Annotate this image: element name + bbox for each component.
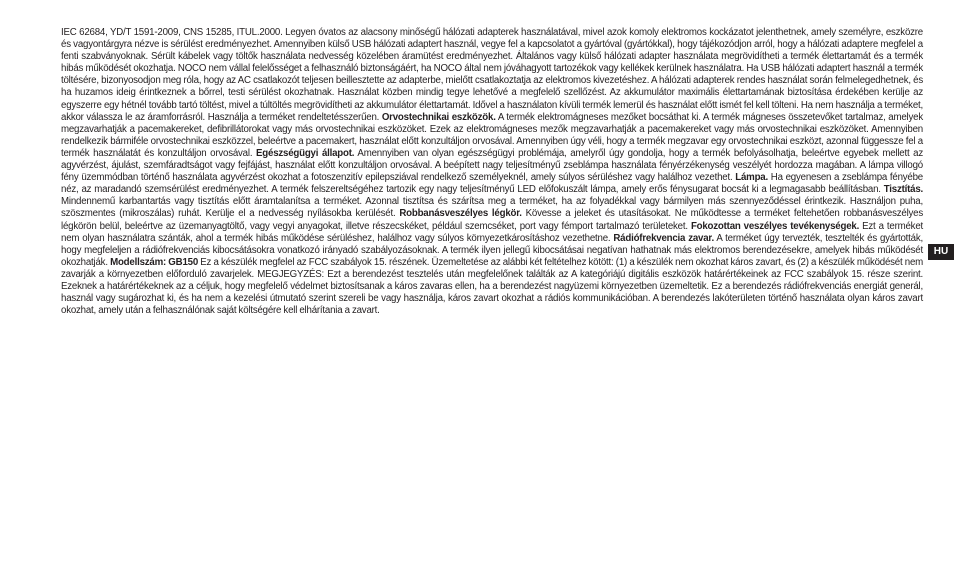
heading-model-number: Modellszám: GB150 xyxy=(110,256,199,268)
text-segment: Mindennemű karbantartás vagy tisztítás előtt áramtalanítsa a terméket. Azonnal tisztítsa és szárítsa meg a terméket, ha az folyadékkal vagy bármilyen más szennyeződéssel érintkezik. Használjon puha, szöszmentes (mikroszálas) ruhát. Kerülje el a nedvesség nyílásokba kerülését. xyxy=(61,196,923,220)
heading-high-risk-activities: Fokozottan veszélyes tevékenységek. xyxy=(690,220,860,232)
text-segment: Ha egyenesen a zseblámpa fényébe néz, az maradandó szemsérülést eredményezhet. A termék felszereltségéhez tartozik egy nagy teljesítményű LED előfokuszált lámpa, amely erős fénysugarat bocsát ki a legmagasabb beállításban. xyxy=(61,172,923,196)
text-segment: IEC 62684, YD/T 1591-2009, CNS 15285, ITUL.2000. Legyen óvatos az alacsony minőségű hálózati adapterek használatával, mivel azok komoly elektromos kockázatot jelenthetnek, amely személyre, eszközre és vagyontárgyra nézve is sérülést eredményezhet. Amennyiben külső USB hálózati adaptert használ, vegye fel a kapcsolatot a gyártóval (gyártókkal), hogy tájékozódjon arról, hogy a hálózati adaptere megfelel a fenti szabványoknak. Sérült kábelek vagy töltők használata nedvesség közelében áramütést eredményezhet. Általános vagy külső hálózati adapter használata megrövidítheti a termék élettartamát és a termék hibás működését okozhatja. NOCO nem vállal felelősséget a felhasználó biztonságáért, ha NOCO által nem jóváhagyott tartozékok vagy kellékek kerülnek használatra. Ha USB hálózati adaptert használ a termék töltésére, bizonyosodjon meg róla, hogy az AC csatlakozót teljesen beillesztette az adapterbe, mielőtt csatlakoztatja az elektromos kivezetéshez. A hálózati adapterek rendes használat során felmelegedhetnek, és ha huzamos ideig érintkeznek a bőrrel, testi sérülést okozhatnak. Használat közben mindig tegye lehetővé a megfelelő szellőzést. Az akkumulátor maximális élettartamának biztosítása érdekében kerülje az egyszerre egy hétnél tovább tartó töltést, mivel a túltöltés megrövidítheti az akkumulátor élettartamát. Idővel a használaton kívüli termék lemerül és használat előtt ismét fel kell tölteni. Ha nem használja a terméket, akkor válassza le az áramforrásról. Használja a terméket rendeltetésszerűen. xyxy=(61,27,923,123)
text-segment: A termék elektromágneses mezőket bocsáthat ki. A termék mágneses összetevőket tartalmaz, amelyek megzavarhatják a pacemakereket, defibrillátorokat vagy más orvostechnikai eszközöket. Ezek az elektromágneses mezők megzavarhatják a pacemakereket vagy más orvostechnikai eszközöket. Amennyiben rendelkezik bármiféle orvostechnikai eszközzel, beleértve a pacemakert, használat előtt konzultáljon orvosával. Amennyiben úgy véli, hogy a termék megzavar egy orvostechnikai eszközt, azonnal függessze fel a termék használatát és konzultáljon orvosával. xyxy=(61,111,923,159)
text-segment: A terméket úgy tervezték, tesztelték és gyártották, hogy megfeleljen a rádiófrekvenciás kibocsátásokra vonatkozó irányadó szabályozásoknak. A termék ilyen jellegű kibocsátásai negatívan hathatnak más elektromos berendezésekre, amelyek hibás működését okozhatják. xyxy=(61,232,923,268)
heading-cleaning: Tisztítás. xyxy=(883,184,923,196)
language-tab: HU xyxy=(928,244,954,260)
heading-medical-devices: Orvostechnikai eszközök. xyxy=(381,111,496,123)
text-segment: Kövesse a jeleket és utasításokat. Ne működtesse a terméket feltehetően robbanásveszélyes légkörön belül, beleértve az üzemanyagtöltő, vagy vegyi anyagokat, illetve részecskéket, például szemcséket, port vagy fémport tartalmazó területeket. xyxy=(61,208,924,232)
heading-radio-interference: Rádiófrekvencia zavar. xyxy=(613,232,714,244)
heading-explosive-atmosphere: Robbanásveszélyes légkör. xyxy=(399,208,522,220)
heading-health-condition: Egészségügyi állapot. xyxy=(256,147,355,159)
heading-lamp: Lámpa. xyxy=(735,172,768,184)
body-text xyxy=(61,27,923,317)
text-segment: Ez a készülék megfelel az FCC szabályok 15. részének. Üzemeltetése az alábbi két feltételhez kötött: (1) a készülék nem okozhat káros zavart, és (2) a készülék működését nem zavarják a környezetben előforduló zavarjelek. MEGJEGYZÉS: Ezt a berendezést tesztelés után megfelelőnek találták az A kategóriájú digitális eszközök határértékeinek az FCC szabályok 15. része szerint. Ezeknek a határértékeknek az a céljuk, hogy megfelelő védelmet biztosítsanak a káros zavaras ellen, ha a berendezést nagyüzemi környezetben üzemeltetik. Ez a berendezés rádiófrekvenciás energiát generál, használ vagy sugározhat ki, és ha nem a kezelési útmutató szerint szereli be vagy használja, káros zavart okozhat a rádiós kommunikációban. A berendezés lakóterületen történő használata olyan káros zavart okozhat, amely után a felhasználónak saját költségére kell elhárítania a zavart. xyxy=(61,256,924,317)
text-segment: Amennyiben van olyan egészségügyi problémája, amelyről úgy gondolja, hogy a termék befolyásolhatja, beleértve egyebek mellett az agyvérzést, ájulást, szemfáradtságot vagy fejfájást, használat előtt konzultáljon orvosával. A beépített nagy teljesítményű zseblámpa használata fényérzékenység veszélyét hordozza magában. A lámpa villogó fény üzemmódban történő használata agyvérzést okozhat a fotoszenzitív epilepsziával rendelkező személyeknél, amely súlyos sérüléshez vagy halálhoz vezethet. xyxy=(61,147,923,184)
text-segment: Ezt a terméket nem olyan használatra szánták, ahol a termék hibás működése sérüléshez, halálhoz vagy súlyos környezetkárosításhoz vezethetne. xyxy=(61,220,924,244)
